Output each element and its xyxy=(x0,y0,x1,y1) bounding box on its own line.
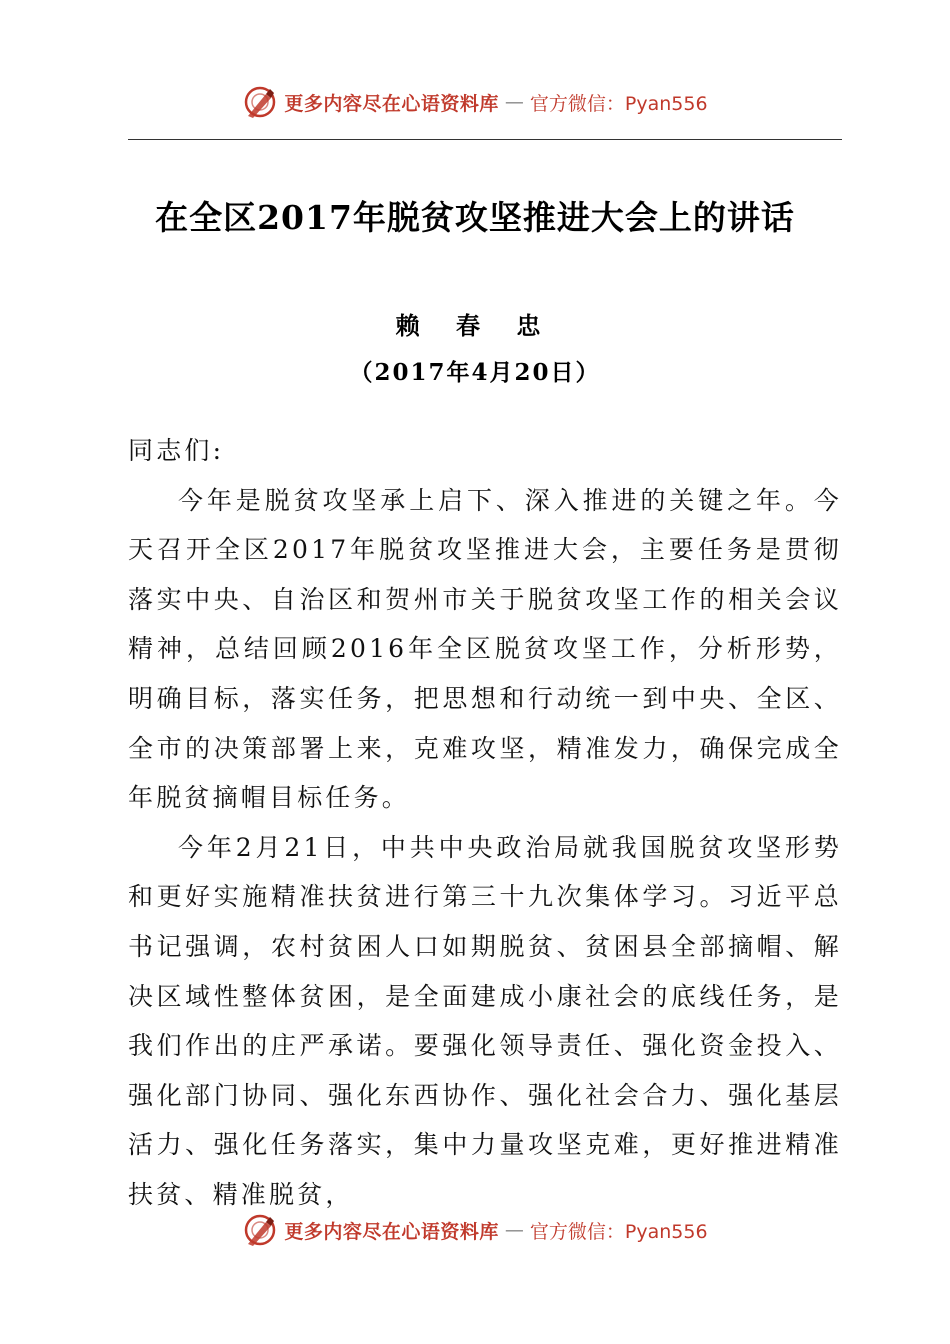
watermark-separator: — xyxy=(504,1219,524,1241)
watermark-footer xyxy=(0,1212,950,1248)
watermark-text: 更多内容尽在心语资料库 xyxy=(284,1220,499,1243)
paragraph: 今年2月21日，中共中央政治局就我国脱贫攻坚形势和更好实施精准扶贫进行第三十九次集体学习。习近平总书记强调，农村贫困人口如期脱贫、贫困县全部摘帽、解决区域性整体贫困，是全面建成小康社会的底线任务，是我们作出的庄严承诺。要强化领导责任、强化资金投入、强化部门协同、强化东西协作、强化社会合力、强化基层活力、强化任务落实，集中力量攻坚克难，更好推进精准扶贫、精准脱贫， xyxy=(128,832,842,1209)
document-body xyxy=(128,426,842,1220)
speech-date: （2017年4月20日） xyxy=(349,359,601,386)
salutation: 同志们: xyxy=(128,436,225,465)
watermark-wechat: 官方微信：Pyan556 xyxy=(529,92,708,115)
author-name: 赖 春 忠 xyxy=(395,311,555,340)
pen-logo-icon xyxy=(242,1212,278,1248)
page-title: 在全区2017年脱贫攻坚推进大会上的讲话 xyxy=(155,198,795,237)
watermark-text: 更多内容尽在心语资料库 xyxy=(284,92,499,115)
header-divider xyxy=(128,139,842,140)
paragraph: 今年是脱贫攻坚承上启下、深入推进的关键之年。今天召开全区2017年脱贫攻坚推进大会，主要任务是贯彻落实中央、自治区和贺州市关于脱贫攻坚工作的相关会议精神，总结回顾2016年全区脱贫攻坚工作，分析形势，明确目标，落实任务，把思想和行动统一到中央、全区、全市的决策部署上来，克难攻坚，精准发力，确保完成全年脱贫摘帽目标任务。 xyxy=(128,485,842,813)
pen-logo-icon xyxy=(242,84,278,120)
watermark-wechat: 官方微信：Pyan556 xyxy=(529,1220,708,1243)
watermark-header xyxy=(0,84,950,120)
watermark-separator: — xyxy=(504,91,524,113)
